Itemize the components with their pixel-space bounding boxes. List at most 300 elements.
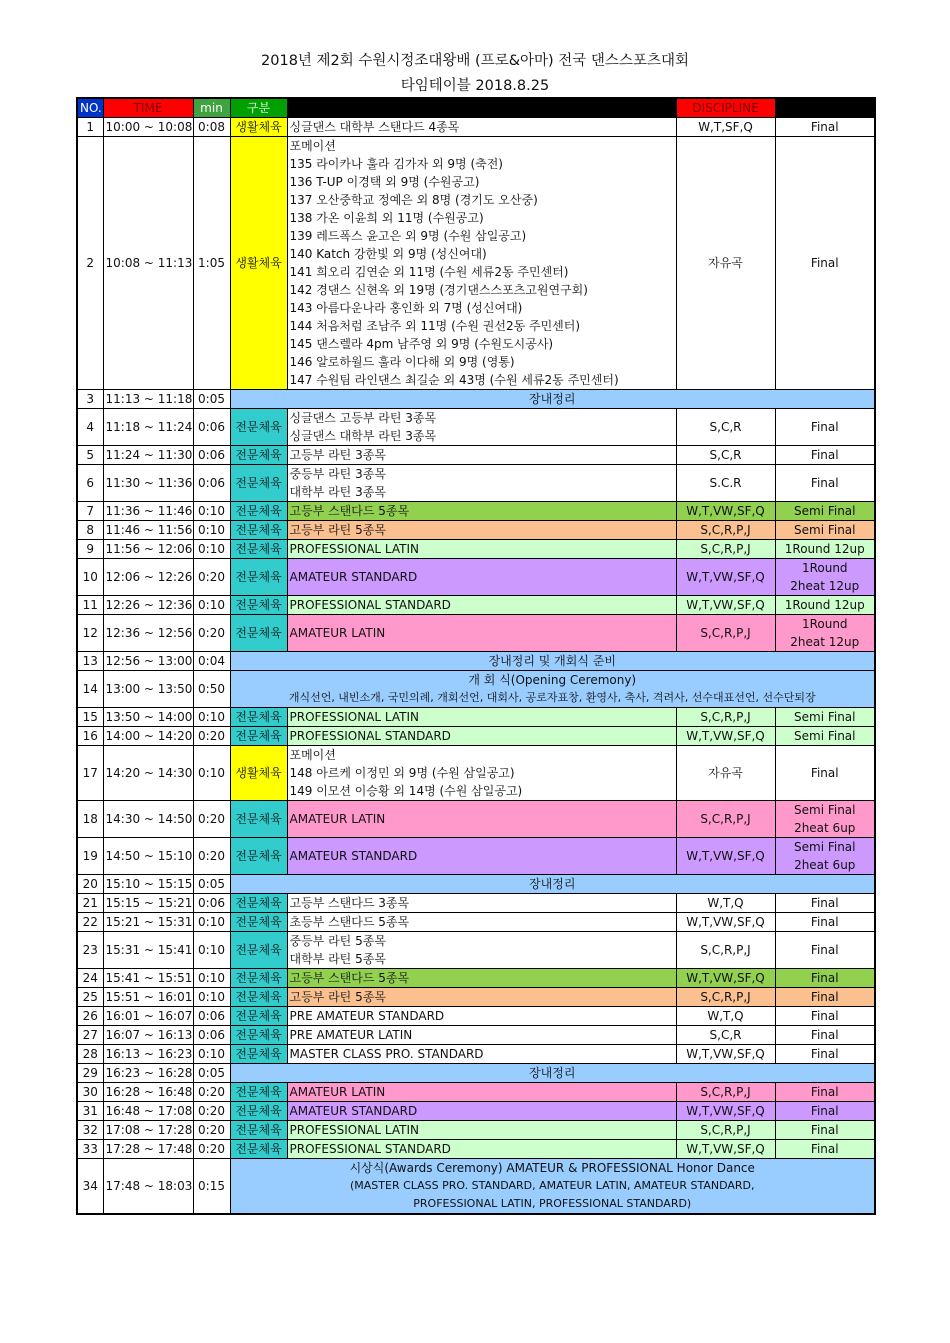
table-row	[77, 1121, 875, 1140]
row-time: 16:28 ~ 16:48	[103, 1083, 193, 1102]
row-announcement	[230, 390, 875, 409]
event-line: 중등부 라틴 5종목	[289, 934, 386, 948]
row-time: 12:06 ~ 12:26	[103, 559, 193, 596]
row-no: 8	[77, 521, 103, 540]
event-line: 고등부 스탠다드 3종목	[289, 896, 410, 910]
row-event	[287, 615, 676, 652]
row-time: 11:30 ~ 11:36	[103, 465, 193, 502]
row-no: 19	[77, 838, 103, 875]
row-min: 0:10	[193, 969, 230, 988]
page-title: 2018년 제2회 수원시정조대왕배 (프로&아마) 전국 댄스스포츠대회	[261, 53, 689, 69]
row-category: 전문체육	[230, 727, 287, 746]
row-time: 15:51 ~ 16:01	[103, 988, 193, 1007]
timetable	[76, 97, 876, 1215]
event-line: 싱글댄스 대학부 스탠다드 4종목	[289, 120, 460, 134]
row-discipline: W,T,VW,SF,Q	[676, 1102, 775, 1121]
row-min: 0:10	[193, 746, 230, 801]
row-discipline: W,T,VW,SF,Q	[676, 1045, 775, 1064]
row-min: 0:20	[193, 615, 230, 652]
row-event	[287, 596, 676, 615]
row-no: 21	[77, 894, 103, 913]
table-row	[77, 1140, 875, 1159]
row-discipline: S,C,R,P,J	[676, 1083, 775, 1102]
announcement-line: 시상식(Awards Ceremony) AMATEUR & PROFESSIONAL Honor Dance	[349, 1161, 755, 1175]
row-category: 전문체육	[230, 1007, 287, 1026]
announcement-line: 장내정리	[529, 877, 576, 891]
round-line: Semi Final	[794, 710, 856, 724]
row-no: 16	[77, 727, 103, 746]
event-line: 141 희오리 김연순 외 11명 (수원 세류2동 주민센터)	[289, 265, 569, 279]
row-no: 11	[77, 596, 103, 615]
row-category: 전문체육	[230, 913, 287, 932]
round-line: Final	[810, 971, 839, 985]
row-discipline: S,C,R,P,J	[676, 521, 775, 540]
row-min: 0:20	[193, 838, 230, 875]
row-round	[775, 596, 875, 615]
row-min: 0:10	[193, 521, 230, 540]
round-line: 2heat 12up	[790, 635, 860, 649]
round-line: Semi Final	[794, 523, 856, 537]
event-line: 싱글댄스 대학부 라틴 3종목	[289, 429, 437, 443]
row-round	[775, 746, 875, 801]
row-discipline: W,T,VW,SF,Q	[676, 913, 775, 932]
event-line: 초등부 스탠다드 5종목	[289, 915, 410, 929]
row-min: 0:06	[193, 446, 230, 465]
table-row	[77, 652, 875, 671]
row-round	[775, 932, 875, 969]
table-row	[77, 1007, 875, 1026]
row-time: 12:26 ~ 12:36	[103, 596, 193, 615]
row-discipline: S,C,R	[676, 446, 775, 465]
event-line: 140 Katch 강한빛 외 9명 (성신여대)	[289, 247, 487, 261]
row-no: 1	[77, 118, 103, 137]
table-row	[77, 671, 875, 708]
header-round	[775, 98, 875, 118]
row-no: 29	[77, 1064, 103, 1083]
event-line: PROFESSIONAL LATIN	[289, 542, 419, 556]
row-discipline: S,C,R,P,J	[676, 615, 775, 652]
row-time: 15:15 ~ 15:21	[103, 894, 193, 913]
row-time: 17:28 ~ 17:48	[103, 1140, 193, 1159]
round-line: 1Round 12up	[784, 542, 865, 556]
row-category: 전문체육	[230, 838, 287, 875]
table-row	[77, 137, 875, 390]
row-min: 0:04	[193, 652, 230, 671]
header-discipline: DISCIPLINE	[676, 98, 775, 118]
page-subtitle: 타임테이블 2018.8.25	[400, 78, 550, 94]
row-time: 13:00 ~ 13:50	[103, 671, 193, 708]
row-round	[775, 838, 875, 875]
row-round	[775, 894, 875, 913]
row-discipline: W,T,VW,SF,Q	[676, 596, 775, 615]
row-event	[287, 137, 676, 390]
round-line: 2heat 6up	[794, 821, 856, 835]
row-time: 12:36 ~ 12:56	[103, 615, 193, 652]
row-no: 34	[77, 1159, 103, 1215]
event-line: PRE AMATEUR LATIN	[289, 1028, 413, 1042]
row-time: 14:20 ~ 14:30	[103, 746, 193, 801]
event-line: 145 댄스렐라 4pm 남주영 외 9명 (수원도시공사)	[289, 337, 554, 351]
event-line: 144 처음처럼 조남주 외 11명 (수원 권선2동 주민센터)	[289, 319, 581, 333]
row-category: 전문체육	[230, 1121, 287, 1140]
row-discipline: W,T,VW,SF,Q	[676, 969, 775, 988]
event-line: MASTER CLASS PRO. STANDARD	[289, 1047, 484, 1061]
row-min: 0:06	[193, 1007, 230, 1026]
row-time: 10:00 ~ 10:08	[103, 118, 193, 137]
round-line: Final	[810, 915, 839, 929]
table-row	[77, 969, 875, 988]
header-event	[287, 98, 676, 118]
row-discipline: W,T,Q	[676, 1007, 775, 1026]
row-time: 16:01 ~ 16:07	[103, 1007, 193, 1026]
row-event	[287, 559, 676, 596]
row-no: 9	[77, 540, 103, 559]
row-min: 1:05	[193, 137, 230, 390]
row-time: 14:00 ~ 14:20	[103, 727, 193, 746]
event-line: PROFESSIONAL STANDARD	[289, 1142, 451, 1156]
header-category: 구분	[230, 98, 287, 118]
event-line: AMATEUR STANDARD	[289, 849, 418, 863]
row-category: 전문체육	[230, 932, 287, 969]
row-event	[287, 969, 676, 988]
row-category: 생활체육	[230, 118, 287, 137]
table-row	[77, 596, 875, 615]
round-line: Final	[810, 120, 839, 134]
row-round	[775, 727, 875, 746]
row-time: 15:41 ~ 15:51	[103, 969, 193, 988]
row-event	[287, 1102, 676, 1121]
row-category: 전문체육	[230, 708, 287, 727]
event-line: 포메이션	[289, 139, 336, 153]
row-round	[775, 409, 875, 446]
table-row	[77, 446, 875, 465]
row-time: 14:50 ~ 15:10	[103, 838, 193, 875]
row-min: 0:20	[193, 1083, 230, 1102]
row-round	[775, 502, 875, 521]
row-time: 16:48 ~ 17:08	[103, 1102, 193, 1121]
row-time: 10:08 ~ 11:13	[103, 137, 193, 390]
row-discipline: W,T,VW,SF,Q	[676, 838, 775, 875]
round-line: Final	[810, 1142, 839, 1156]
event-line: PRE AMATEUR STANDARD	[289, 1009, 445, 1023]
table-row	[77, 502, 875, 521]
row-discipline: W,T,VW,SF,Q	[676, 559, 775, 596]
row-category: 전문체육	[230, 540, 287, 559]
event-line: 139 레드폭스 윤고은 외 9명 (수원 삼일공고)	[289, 229, 527, 243]
row-category: 전문체육	[230, 1102, 287, 1121]
row-no: 24	[77, 969, 103, 988]
event-line: 136 T-UP 이경택 외 9명 (수원공고)	[289, 175, 480, 189]
event-line: AMATEUR LATIN	[289, 812, 386, 826]
row-time: 11:18 ~ 11:24	[103, 409, 193, 446]
row-min: 0:05	[193, 875, 230, 894]
row-min: 0:10	[193, 708, 230, 727]
row-round	[775, 1140, 875, 1159]
event-line: 대학부 라틴 5종목	[289, 952, 386, 966]
event-line: 싱글댄스 고등부 라틴 3종목	[289, 411, 437, 425]
row-min: 0:10	[193, 932, 230, 969]
row-time: 11:13 ~ 11:18	[103, 390, 193, 409]
row-round	[775, 465, 875, 502]
row-category: 전문체육	[230, 801, 287, 838]
row-time: 15:31 ~ 15:41	[103, 932, 193, 969]
row-category: 전문체육	[230, 988, 287, 1007]
row-time: 17:48 ~ 18:03	[103, 1159, 193, 1215]
round-line: 2heat 12up	[790, 579, 860, 593]
row-event	[287, 727, 676, 746]
row-time: 16:23 ~ 16:28	[103, 1064, 193, 1083]
round-line: Final	[810, 1085, 839, 1099]
row-category: 전문체육	[230, 521, 287, 540]
round-line: Final	[810, 1047, 839, 1061]
row-round	[775, 559, 875, 596]
round-line: 1Round	[801, 561, 848, 575]
row-time: 15:10 ~ 15:15	[103, 875, 193, 894]
row-event	[287, 1083, 676, 1102]
row-event	[287, 502, 676, 521]
row-round	[775, 913, 875, 932]
row-no: 6	[77, 465, 103, 502]
row-round	[775, 988, 875, 1007]
row-round	[775, 1083, 875, 1102]
row-min: 0:06	[193, 894, 230, 913]
row-announcement	[230, 1064, 875, 1083]
row-no: 13	[77, 652, 103, 671]
table-row	[77, 838, 875, 875]
row-event	[287, 409, 676, 446]
row-event	[287, 988, 676, 1007]
row-discipline: S,C,R,P,J	[676, 1121, 775, 1140]
table-row	[77, 1026, 875, 1045]
row-no: 27	[77, 1026, 103, 1045]
table-row	[77, 615, 875, 652]
row-time: 12:56 ~ 13:00	[103, 652, 193, 671]
round-line: Semi Final	[794, 504, 856, 518]
row-min: 0:20	[193, 1102, 230, 1121]
table-row	[77, 409, 875, 446]
row-min: 0:10	[193, 988, 230, 1007]
row-no: 28	[77, 1045, 103, 1064]
table-row	[77, 894, 875, 913]
row-min: 0:10	[193, 913, 230, 932]
row-time: 11:36 ~ 11:46	[103, 502, 193, 521]
round-line: Final	[810, 943, 839, 957]
row-category: 전문체육	[230, 465, 287, 502]
row-no: 2	[77, 137, 103, 390]
row-min: 0:08	[193, 118, 230, 137]
row-time: 17:08 ~ 17:28	[103, 1121, 193, 1140]
table-row	[77, 540, 875, 559]
row-time: 11:24 ~ 11:30	[103, 446, 193, 465]
event-line: 고등부 스탠다드 5종목	[289, 971, 410, 985]
round-line: Final	[810, 766, 839, 780]
row-event	[287, 746, 676, 801]
announcement-line: 장내정리 및 개회식 준비	[488, 654, 616, 668]
announcement-line: (MASTER CLASS PRO. STANDARD, AMATEUR LATIN, AMATEUR STANDARD,	[350, 1179, 755, 1192]
row-no: 5	[77, 446, 103, 465]
row-category: 전문체육	[230, 596, 287, 615]
row-discipline: W,T,VW,SF,Q	[676, 727, 775, 746]
round-line: Final	[810, 896, 839, 910]
event-line: 137 오산중학교 정예은 외 8명 (경기도 오산중)	[289, 193, 538, 207]
round-line: 1Round 12up	[784, 598, 865, 612]
row-time: 11:46 ~ 11:56	[103, 521, 193, 540]
event-line: 148 아르케 이정민 외 9명 (수원 삼일공고)	[289, 766, 515, 780]
event-line: 149 이모션 이승황 외 14명 (수원 삼일공고)	[289, 784, 523, 798]
row-min: 0:10	[193, 540, 230, 559]
event-line: PROFESSIONAL LATIN	[289, 1123, 419, 1137]
row-no: 3	[77, 390, 103, 409]
row-min: 0:15	[193, 1159, 230, 1215]
row-round	[775, 708, 875, 727]
event-line: PROFESSIONAL STANDARD	[289, 598, 451, 612]
row-round	[775, 1026, 875, 1045]
table-row	[77, 1102, 875, 1121]
event-line: AMATEUR LATIN	[289, 626, 386, 640]
row-time: 16:13 ~ 16:23	[103, 1045, 193, 1064]
row-min: 0:10	[193, 502, 230, 521]
round-line: Final	[810, 1009, 839, 1023]
row-event	[287, 446, 676, 465]
row-discipline: W,T,Q	[676, 894, 775, 913]
row-discipline: 자유곡	[676, 746, 775, 801]
row-min: 0:20	[193, 1140, 230, 1159]
round-line: Semi Final	[794, 840, 856, 854]
event-line: 143 아름다운나라 홍인화 외 7명 (성신여대)	[289, 301, 523, 315]
table-row	[77, 118, 875, 137]
event-line: 147 수원팀 라인댄스 최길순 외 43명 (수원 세류2동 주민센터)	[289, 373, 619, 387]
header-no: NO.	[77, 98, 103, 118]
table-row	[77, 1159, 875, 1215]
row-discipline: S,C,R,P,J	[676, 708, 775, 727]
table-row	[77, 875, 875, 894]
row-no: 15	[77, 708, 103, 727]
row-announcement	[230, 671, 875, 708]
round-line: Semi Final	[794, 729, 856, 743]
table-row	[77, 801, 875, 838]
table-row	[77, 390, 875, 409]
row-round	[775, 1102, 875, 1121]
row-no: 26	[77, 1007, 103, 1026]
round-line: Final	[810, 420, 839, 434]
row-event	[287, 1140, 676, 1159]
announcement-line: 개식선언, 내빈소개, 국민의례, 개회선언, 대회사, 공로자표창, 환영사, 축사, 격려사, 선수대표선언, 선수단퇴장	[288, 691, 816, 704]
row-no: 30	[77, 1083, 103, 1102]
row-event	[287, 118, 676, 137]
event-line: 고등부 라틴 5종목	[289, 990, 386, 1004]
table-row	[77, 1045, 875, 1064]
row-min: 0:06	[193, 465, 230, 502]
event-line: 중등부 라틴 3종목	[289, 467, 386, 481]
round-line: Final	[810, 1104, 839, 1118]
row-min: 0:06	[193, 1026, 230, 1045]
row-category: 전문체육	[230, 1140, 287, 1159]
event-line: 고등부 스탠다드 5종목	[289, 504, 410, 518]
round-line: Final	[810, 448, 839, 462]
table-row	[77, 932, 875, 969]
table-row	[77, 521, 875, 540]
event-line: 146 알로하월드 훌라 이다해 외 9명 (영통)	[289, 355, 515, 369]
row-category: 전문체육	[230, 409, 287, 446]
row-category: 전문체육	[230, 1045, 287, 1064]
row-time: 14:30 ~ 14:50	[103, 801, 193, 838]
row-min: 0:10	[193, 596, 230, 615]
row-no: 32	[77, 1121, 103, 1140]
event-line: 대학부 라틴 3종목	[289, 485, 386, 499]
row-min: 0:10	[193, 1045, 230, 1064]
row-no: 20	[77, 875, 103, 894]
row-no: 10	[77, 559, 103, 596]
row-time: 11:56 ~ 12:06	[103, 540, 193, 559]
event-line: 138 가온 이윤희 외 11명 (수원공고)	[289, 211, 484, 225]
row-category: 생활체육	[230, 137, 287, 390]
announcement-line: 장내정리	[529, 1066, 576, 1080]
row-time: 16:07 ~ 16:13	[103, 1026, 193, 1045]
event-line: PROFESSIONAL STANDARD	[289, 729, 451, 743]
row-discipline: S,C,R,P,J	[676, 988, 775, 1007]
row-discipline: S,C,R,P,J	[676, 540, 775, 559]
table-row	[77, 1083, 875, 1102]
event-line: 고등부 라틴 5종목	[289, 523, 386, 537]
header-time: TIME	[103, 98, 193, 118]
table-row	[77, 746, 875, 801]
table-row	[77, 465, 875, 502]
header-row	[77, 98, 875, 118]
row-round	[775, 1045, 875, 1064]
row-no: 12	[77, 615, 103, 652]
row-no: 31	[77, 1102, 103, 1121]
row-event	[287, 1045, 676, 1064]
table-row	[77, 1064, 875, 1083]
row-no: 33	[77, 1140, 103, 1159]
row-no: 23	[77, 932, 103, 969]
row-discipline: 자유곡	[676, 137, 775, 390]
event-line: AMATEUR LATIN	[289, 1085, 386, 1099]
event-line: 고등부 라틴 3종목	[289, 448, 386, 462]
row-min: 0:20	[193, 801, 230, 838]
announcement-line: 장내정리	[529, 392, 576, 406]
row-discipline: W,T,VW,SF,Q	[676, 1140, 775, 1159]
event-line: 135 라이카나 훌라 김가자 외 9명 (축전)	[289, 157, 503, 171]
row-category: 전문체육	[230, 615, 287, 652]
row-event	[287, 894, 676, 913]
row-category: 전문체육	[230, 894, 287, 913]
row-event	[287, 465, 676, 502]
row-no: 14	[77, 671, 103, 708]
row-round	[775, 969, 875, 988]
row-category: 전문체육	[230, 969, 287, 988]
row-discipline: S,C,R	[676, 409, 775, 446]
row-round	[775, 446, 875, 465]
round-line: Final	[810, 1028, 839, 1042]
row-min: 0:20	[193, 559, 230, 596]
row-no: 17	[77, 746, 103, 801]
row-event	[287, 540, 676, 559]
row-discipline: S.C.R	[676, 465, 775, 502]
row-round	[775, 801, 875, 838]
row-category: 생활체육	[230, 746, 287, 801]
table-row	[77, 708, 875, 727]
row-round	[775, 1121, 875, 1140]
row-category: 전문체육	[230, 1026, 287, 1045]
row-no: 18	[77, 801, 103, 838]
event-line: 142 경댄스 신현옥 외 19명 (경기댄스스포츠고원연구회)	[289, 283, 588, 297]
row-no: 4	[77, 409, 103, 446]
timetable-body	[77, 118, 875, 1215]
row-announcement	[230, 652, 875, 671]
round-line: Final	[810, 476, 839, 490]
table-row	[77, 559, 875, 596]
